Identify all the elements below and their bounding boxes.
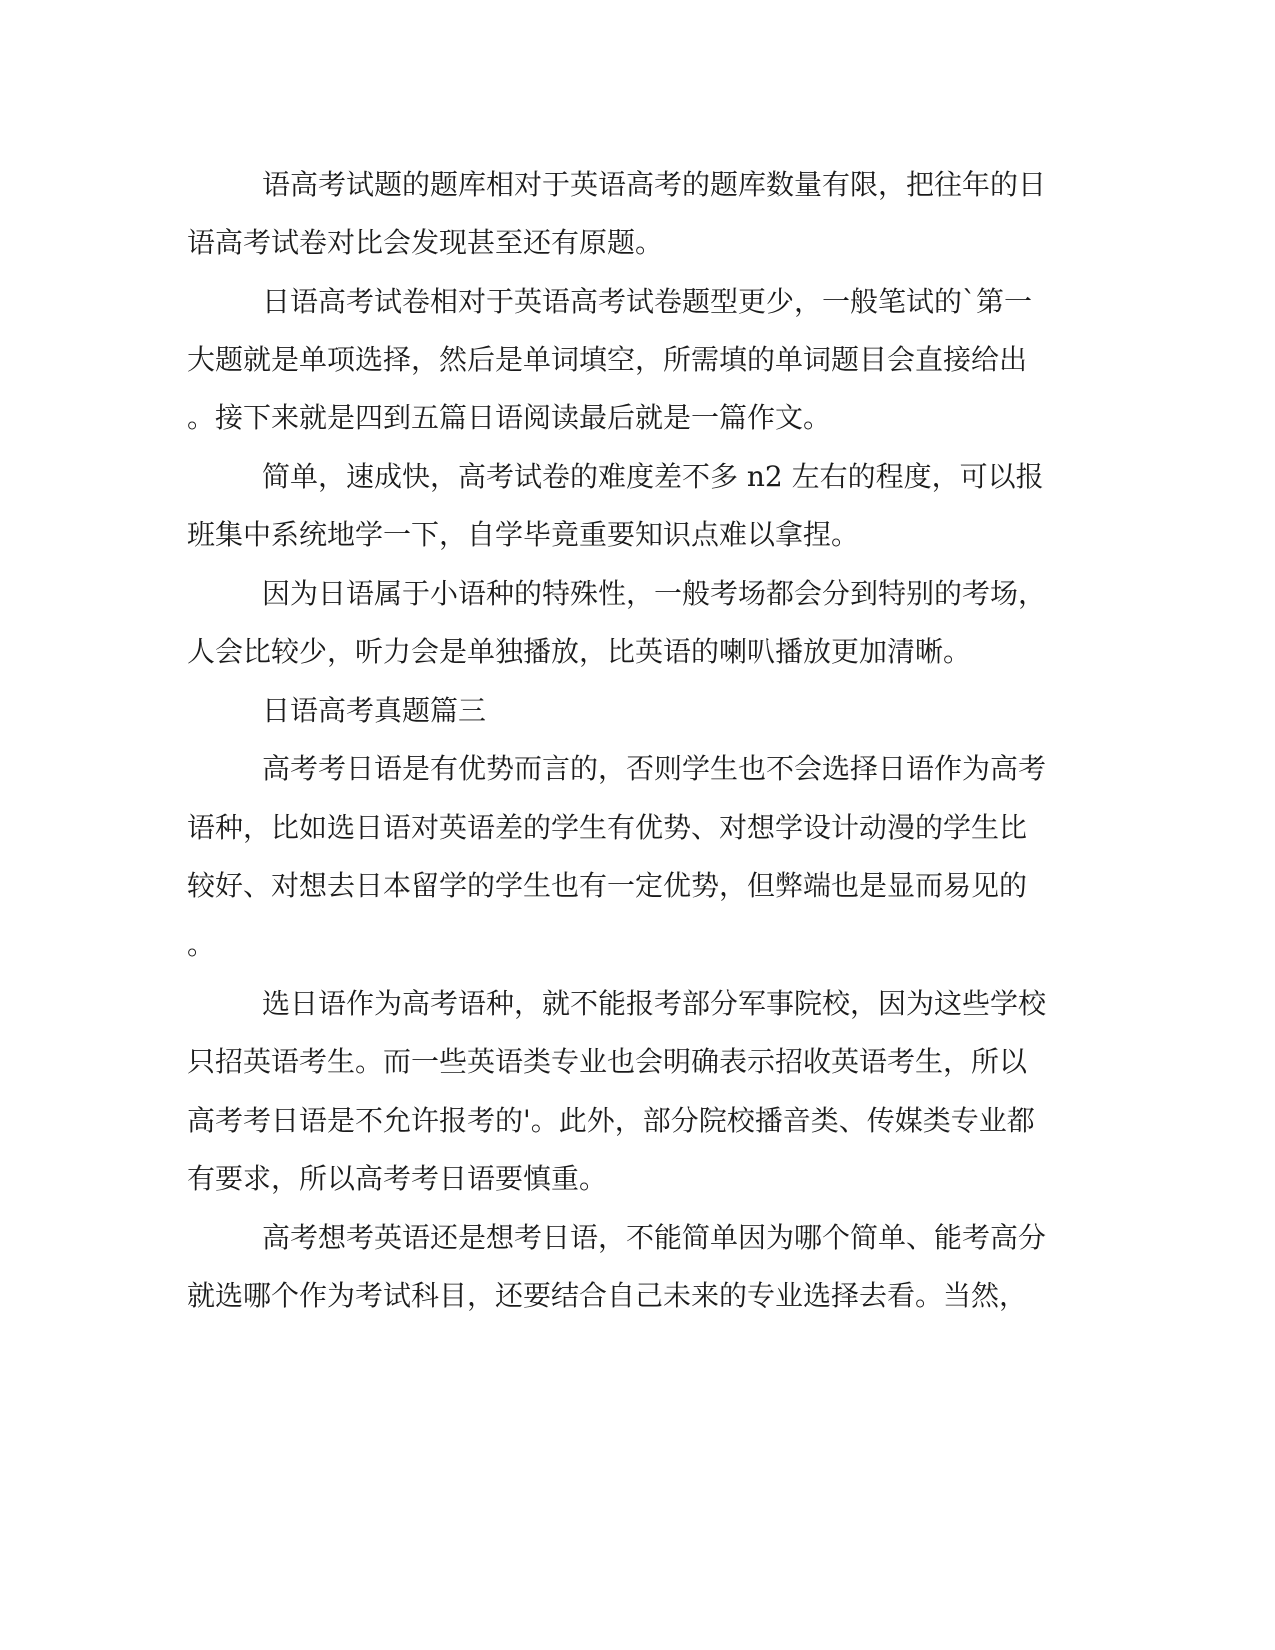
text-line: 大题就是单项选择，然后是单词填空，所需填的单词题目会直接给出 (187, 343, 1028, 376)
text-line: 高考考日语是有优势而言的，否则学生也不会选择日语作为高考 (262, 752, 1047, 785)
text-line: 语高考试题的题库相对于英语高考的题库数量有限，把往年的日 (262, 168, 1047, 201)
text-line: 因为日语属于小语种的特殊性，一般考场都会分到特别的考场， (262, 577, 1047, 610)
text-line: 语种，比如选日语对英语差的学生有优势、对想学设计动漫的学生比 (187, 811, 1028, 844)
text-line: 日语高考试卷相对于英语高考试卷题型更少，一般笔试的`第一 (262, 285, 1033, 318)
text-line: 语高考试卷对比会发现甚至还有原题。 (187, 226, 664, 259)
text-line: 。 (187, 928, 216, 961)
text-line: 高考想考英语还是想考日语，不能简单因为哪个简单、能考高分 (262, 1221, 1047, 1254)
text-line: 较好、对想去日本留学的学生也有一定优势，但弊端也是显而易见的 (187, 869, 1028, 902)
text-line: 。接下来就是四到五篇日语阅读最后就是一篇作文。 (187, 401, 832, 434)
text-line: 有要求，所以高考考日语要慎重。 (187, 1162, 608, 1195)
text-line: 就选哪个作为考试科目，还要结合自己未来的专业选择去看。当然， (187, 1279, 1028, 1312)
text-line: 班集中系统地学一下，自学毕竟重要知识点难以拿捏。 (187, 518, 860, 551)
text-line: 高考考日语是不允许报考的'。此外，部分院校播音类、传媒类专业都 (187, 1104, 1035, 1137)
section-heading: 日语高考真题篇三 (262, 694, 487, 727)
text-line: 人会比较少，听力会是单独播放，比英语的喇叭播放更加清晰。 (187, 635, 972, 668)
text-line: 只招英语考生。而一些英语类专业也会明确表示招收英语考生，所以 (187, 1045, 1028, 1078)
text-line: 简单，速成快，高考试卷的难度差不多 n2 左右的程度，可以报 (262, 460, 1044, 493)
text-line: 选日语作为高考语种，就不能报考部分军事院校，因为这些学校 (262, 987, 1047, 1020)
